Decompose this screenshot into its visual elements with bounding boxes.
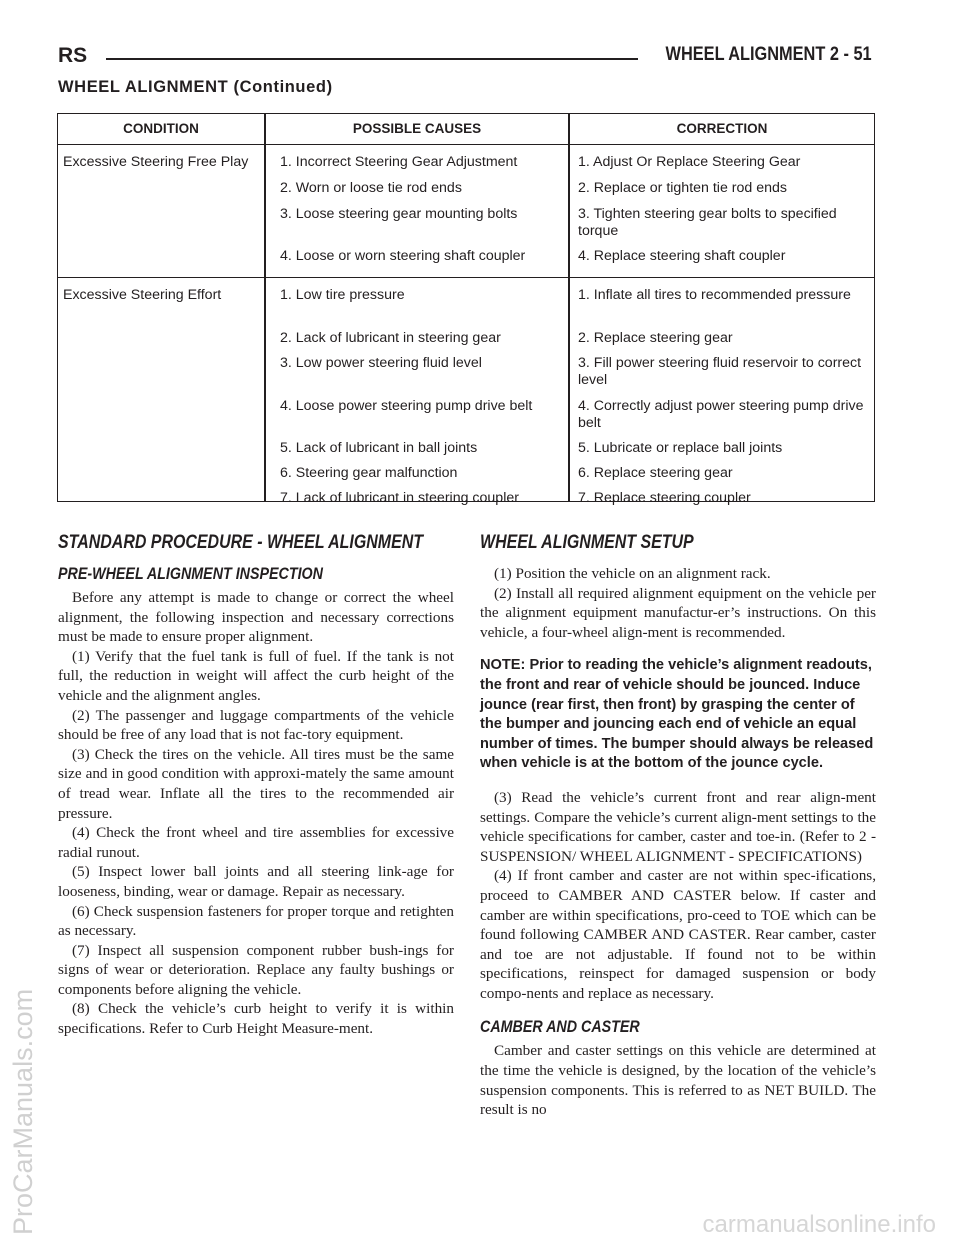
paragraph: Camber and caster settings on this vehicle are determined at the time the vehicle is designed, by the location of the vehicle’s suspension components. This is referred to as NET BUILD. The result is no	[480, 1042, 876, 1119]
paragraph: Before any attempt is made to change or correct the wheel alignment, the following inspection and necessary corrections must be made to ensure proper alignment.	[58, 589, 454, 646]
condition-cell: Excessive Steering Free Play	[63, 154, 249, 170]
table-section-free-play	[58, 144, 874, 278]
cause-cell: 5. Lack of lubricant in ball joints	[280, 440, 478, 456]
cause-cell: 2. Worn or loose tie rod ends	[280, 180, 462, 196]
continued-title: WHEEL ALIGNMENT (Continued)	[58, 78, 333, 96]
cause-cell: 1. Low tire pressure	[280, 287, 405, 303]
cause-cell: 3. Low power steering fluid level	[280, 355, 482, 371]
header-page-title: WHEEL ALIGNMENT 2 - 51	[665, 44, 872, 65]
correction-cell: 3. Fill power steering fluid reservoir to correct level	[578, 355, 862, 388]
column-header-causes: POSSIBLE CAUSES	[352, 121, 482, 136]
condition-cell: Excessive Steering Effort	[63, 287, 222, 303]
correction-cell: 1. Inflate all tires to recommended pressure	[578, 287, 851, 303]
header-section-code: RS	[58, 44, 88, 67]
correction-cell: 1. Adjust Or Replace Steering Gear	[578, 154, 801, 170]
standard-procedure-heading: STANDARD PROCEDURE - WHEEL ALIGNMENT	[58, 532, 424, 553]
paragraph: (3) Read the vehicle’s current front and rear align-ment settings. Compare the vehicle’s current align-ment settings to the vehicle specifications for camber, caster and toe-in. (Refer to 2 - SUSPENSION/ WHEEL ALIGNMENT - SPECIFICATIONS)	[480, 788, 876, 865]
paragraph: (3) Check the tires on the vehicle. All tires must be the same size and in good condition with approxi-mately the same amount of tread wear. Inflate all the tires to the recommended air pressure.	[58, 745, 454, 822]
table-section-steering-effort	[58, 278, 874, 506]
correction-cell: 6. Replace steering gear	[578, 465, 733, 481]
paragraph: (1) Position the vehicle on an alignment rack.	[494, 565, 771, 582]
paragraph: (2) The passenger and luggage compartments of the vehicle should be free of any load that is not fac-tory equipment.	[58, 706, 454, 744]
cause-cell: 7. Lack of lubricant in steering coupler	[280, 490, 519, 506]
paragraph: (4) Check the front wheel and tire assemblies for excessive radial runout.	[58, 824, 454, 861]
header-rule	[106, 58, 638, 60]
paragraph: (7) Inspect all suspension component rubber bush-ings for signs of wear or deterioration. Replace any faulty bushings or components before aligning the vehicle.	[58, 941, 454, 998]
jounce-note: NOTE: Prior to reading the vehicle’s alignment readouts, the front and rear of vehicle should be jounced. Induce jounce (rear first, then front) by grasping the center of the bumper and jouncing each end of vehicle an equal number of times. The bumper should always be released when vehicle is at the bottom of the jounce cycle.	[480, 657, 874, 772]
paragraph: (1) Verify that the fuel tank is full of fuel. If the tank is not full, the reduction in weight will affect the curb height of the vehicle and the alignment angles.	[58, 647, 454, 704]
cause-cell: 6. Steering gear malfunction	[280, 465, 458, 481]
column-header-correction: CORRECTION	[676, 121, 768, 136]
alignment-setup-heading: WHEEL ALIGNMENT SETUP	[480, 532, 694, 553]
diagnosis-table	[57, 113, 875, 506]
paragraph: (4) If front camber and caster are not within spec-ifications, proceed to CAMBER AND CASTER below. If caster and camber are within specifications, pro-ceed to TOE which can be found following CAMBER AND CASTER. Rear camber, caster and toe are not adjustable. If found not to be within specifications, reinspect for damaged suspension or body compo-nents and replace as necessary.	[480, 867, 876, 1002]
correction-cell: 3. Tighten steering gear bolts to specified torque	[578, 206, 837, 239]
paragraph: (5) Inspect lower ball joints and all steering link-age for looseness, binding, wear or damage. Repair as necessary.	[58, 863, 454, 900]
table-header-row	[58, 114, 874, 145]
column-header-condition: CONDITION	[123, 121, 199, 136]
correction-cell: 7. Replace steering coupler	[578, 490, 751, 506]
correction-cell: 5. Lubricate or replace ball joints	[578, 440, 783, 456]
paragraph: (2) Install all required alignment equipment on the vehicle per the alignment equipment manufactur-er’s instructions. On this vehicle, a four-wheel align-ment is recommended.	[480, 584, 876, 641]
footer-watermark: carmanualsonline.info	[702, 1211, 936, 1238]
cause-cell: 3. Loose steering gear mounting bolts	[280, 206, 518, 222]
cause-cell: 2. Lack of lubricant in steering gear	[280, 330, 501, 346]
paragraph: (6) Check suspension fasteners for proper torque and retighten as necessary.	[58, 902, 454, 940]
correction-cell: 2. Replace or tighten tie rod ends	[578, 180, 788, 196]
left-column	[58, 532, 454, 1039]
cause-cell: 4. Loose power steering pump drive belt	[280, 398, 533, 414]
pre-inspection-heading: PRE-WHEEL ALIGNMENT INSPECTION	[58, 564, 323, 583]
side-watermark: ProCarManuals.com	[8, 988, 38, 1235]
paragraph: (8) Check the vehicle’s curb height to verify it is within specifications. Refer to Curb Height Measure-ment.	[58, 1000, 454, 1038]
correction-cell: 4. Replace steering shaft coupler	[578, 248, 786, 264]
camber-caster-heading: CAMBER AND CASTER	[480, 1017, 640, 1037]
cause-cell: 4. Loose or worn steering shaft coupler	[280, 248, 526, 264]
correction-cell: 4. Correctly adjust power steering pump drive belt	[578, 398, 864, 431]
correction-cell: 2. Replace steering gear	[578, 330, 733, 346]
right-column	[480, 532, 876, 1120]
cause-cell: 1. Incorrect Steering Gear Adjustment	[280, 154, 518, 170]
